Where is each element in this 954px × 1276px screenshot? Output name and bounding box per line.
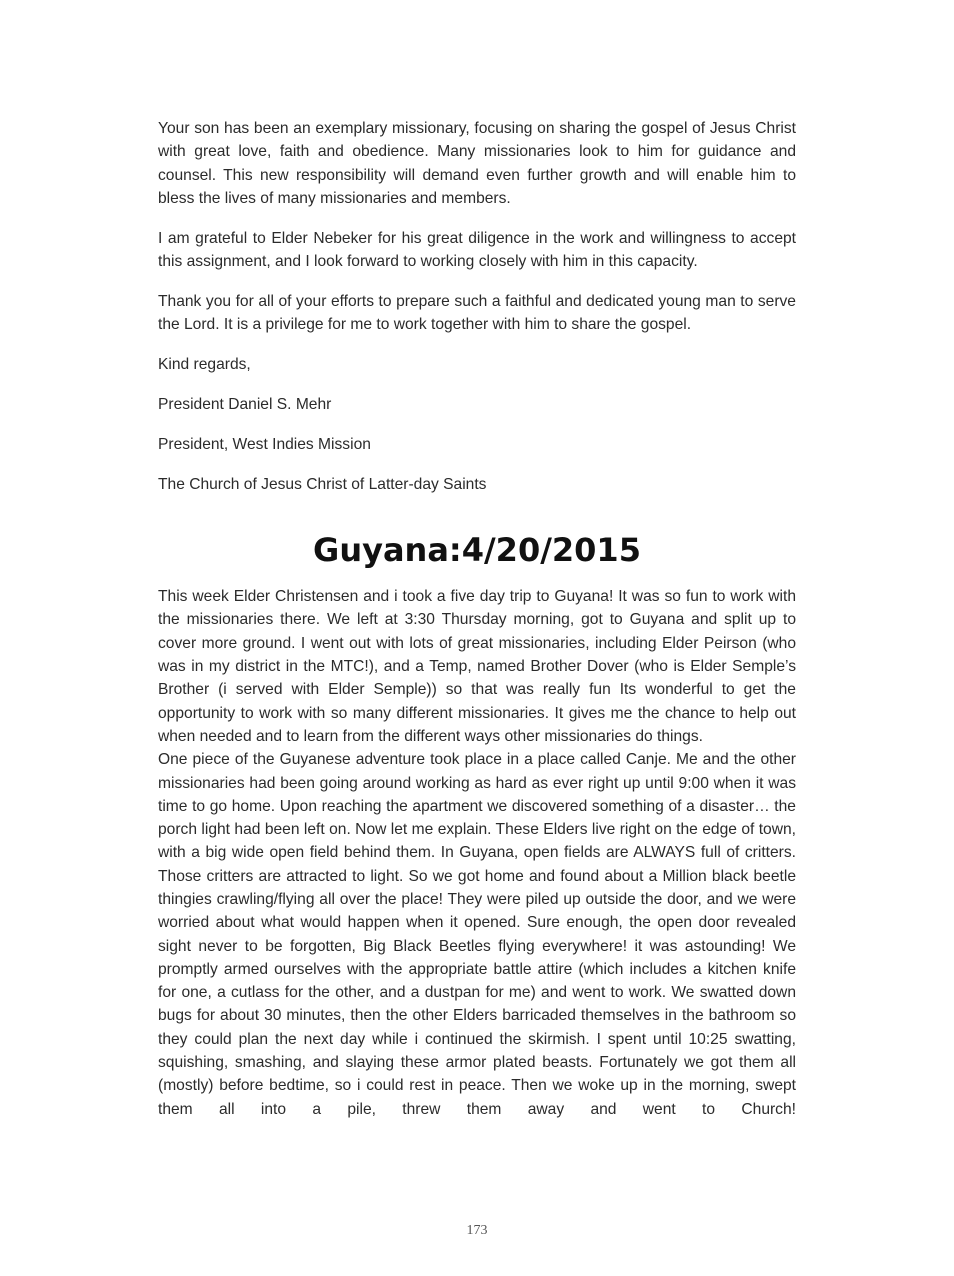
signature-organization: The Church of Jesus Christ of Latter-day Saints — [158, 475, 487, 493]
letter-paragraph: I am grateful to Elder Nebeker for his great diligence in the work and willingness to accept this assignment, and I look forward to working closely with him in this capacity. — [158, 229, 796, 270]
letter-closing: Kind regards, — [158, 355, 251, 373]
entry-paragraph: This week Elder Christensen and i took a five day trip to Guyana! It was so fun to work with the missionaries there. We left at 3:30 Thursday morning, got to Guyana and split up to cover more ground. I went out with lots of great missionaries, including Elder Peirson (who was in my district in the MTC!), and a Temp, named Brother Dover (who is Elder Semple’s Brother (i served with Elder Semple)) so that was really fun Its wonderful to get the opportunity to work with so many different missionaries. It gives me the chance to help out when needed and to learn from the different ways other missionaries do things. — [158, 588, 796, 745]
page-content — [158, 117, 796, 1121]
page-number: 173 — [466, 1223, 488, 1238]
entry-paragraph: One piece of the Guyanese adventure took place in a place called Canje. Me and the other missionaries had been going around working as hard as ever right up until 9:00 when it was time to go home. Upon reaching the apartment we discovered something of a disaster… the porch light had been left on. Now let me explain. These Elders live right on the edge of town, with a big wide open field behind them. In Guyana, open fields are ALWAYS full of critters. Those critters are attracted to light. So we got home and found about a Million black beetle thingies crawling/flying all over the place! They were piled up outside the door, and we were worried about what would happen when it opened. Sure enough, the open door revealed sight never to be forgotten, Big Black Beetles flying everywhere! it was astounding! We promptly armed ourselves with the appropriate battle attire (which includes a kitchen knife for one, a cutlass for the other, and a dustpan for me) and went to work. We swatted down bugs for about 30 minutes, then the other Elders barricaded themselves in the bathroom so they could plan the next day while i continued the skirmish. I spent until 10:25 swatting, squishing, smashing, and slaying these armor plated beasts. Fortunately we got them all (mostly) before bedtime, so i could rest in peace. Then we woke up in the morning, swept them all into a pile, threw them away and went to Church! — [158, 751, 796, 1118]
entry-heading: Guyana:4/20/2015 — [313, 531, 641, 570]
signature-title: President, West Indies Mission — [158, 435, 371, 453]
signature-name: President Daniel S. Mehr — [158, 395, 332, 413]
letter-paragraph: Your son has been an exemplary missionary, focusing on sharing the gospel of Jesus Christ with great love, faith and obedience. Many missionaries look to him for guidance and counsel. This new responsibility will demand even further growth and will enable him to bless the lives of many missionaries and members. — [158, 120, 796, 207]
letter-paragraph: Thank you for all of your efforts to prepare such a faithful and dedicated young man to serve the Lord. It is a privilege for me to work together with him to share the gospel. — [158, 292, 796, 334]
